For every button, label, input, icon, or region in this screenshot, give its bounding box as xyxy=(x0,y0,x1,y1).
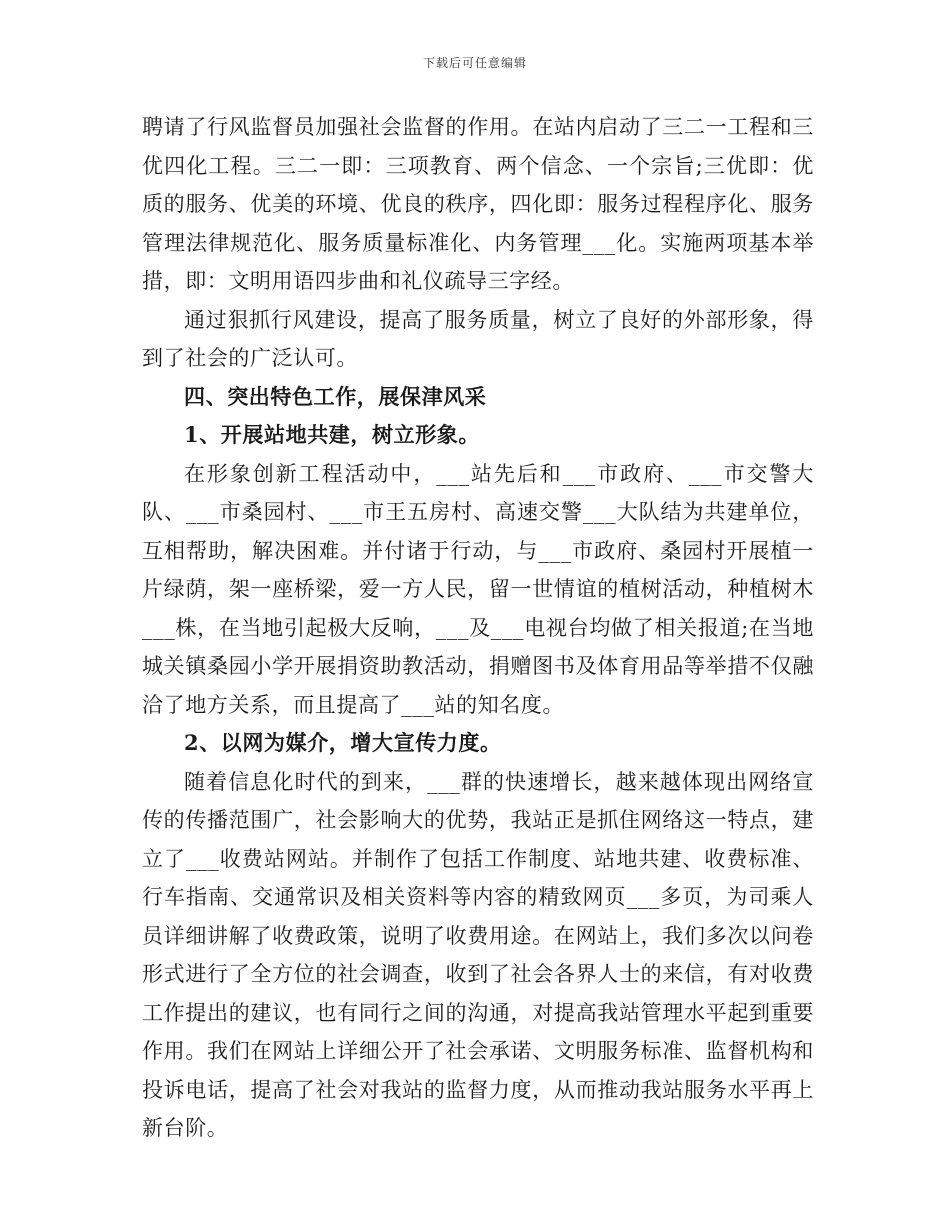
paragraph-co-construction: 在形象创新工程活动中，___站先后和___市政府、___市交警大队、___市桑园村、___市王五房村、高速交警___大队结为共建单位，互相帮助，解决困难。并付诸于行动，与___市政府、桑园村开展植一片绿荫，架一座桥梁，爱一方人民，留一世情谊的植树活动，种植树木___株，在当地引起极大反响，___及___电视台均做了相关报道;在当地城关镇桑园小学开展捐资助教活动，捐赠图书及体育用品等举措不仅融洽了地方关系，而且提高了___站的知名度。 xyxy=(142,461,814,717)
paragraph-supervision: 聘请了行风监督员加强社会监督的作用。在站内启动了三二一工程和三优四化工程。三二一即：三项教育、两个信念、一个宗旨;三优即：优质的服务、优美的环境、优良的秩序，四化即：服务过程程序化、服务管理法律规范化、服务质量标准化、内务管理___化。实施两项基本举措，即：文明用语四步曲和礼仪疏导三字经。 xyxy=(142,115,814,293)
document-body xyxy=(142,108,814,1148)
subheading-two: 2、以网为媒介，增大宣传力度。 xyxy=(184,730,502,755)
section-heading-four: 四、突出特色工作，展保津风采 xyxy=(184,383,487,409)
paragraph-image-result: 通过狠抓行风建设，提高了服务质量，树立了良好的外部形象，得到了社会的广泛认可。 xyxy=(142,307,814,370)
subheading-one: 1、开展站地共建，树立形象。 xyxy=(184,422,481,447)
page-header: 下载后可任意编辑 xyxy=(422,56,527,70)
paragraph-website: 随着信息化时代的到来，___群的快速增长，越来越体现出网络宣传的传播范围广，社会影响大的优势，我站正是抓住网络这一特点，建立了___收费站网站。并制作了包括工作制度、站地共建、收费标准、行车指南、交通常识及相关资料等内容的精致网页___多页，为司乘人员详细讲解了收费政策，说明了收费用途。在网站上，我们多次以问卷形式进行了全方位的社会调查，收到了社会各界人士的来信，有对收费工作提出的建议，也有同行之间的沟通，对提高我站管理水平起到重要作用。我们在网站上详细公开了社会承诺、文明服务标准、监督机构和投诉电话，提高了社会对我站的监督力度，从而推动我站服务水平再上新台阶。 xyxy=(142,769,814,1140)
